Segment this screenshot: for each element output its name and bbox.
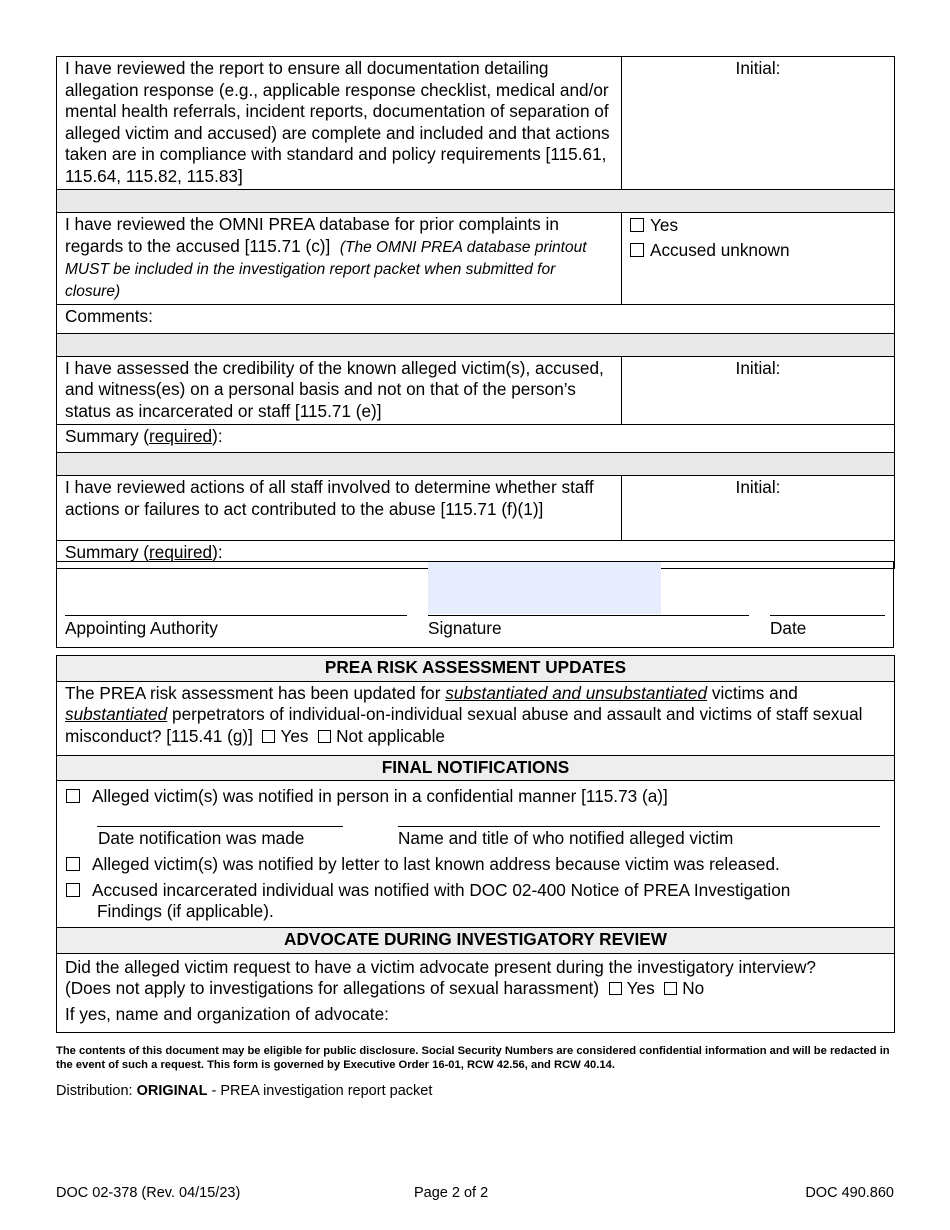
initial-field-staff-actions[interactable]: Initial: xyxy=(622,476,895,541)
in-person-notification-item[interactable]: Alleged victim(s) was notified in person in a confidential manner [115.73 (a)] xyxy=(66,786,668,807)
risk-yes-checkbox[interactable] xyxy=(262,730,275,743)
omni-database-statement: I have reviewed the OMNI PREA database for prior complaints in regards to the accused [115.71 (c)] (The OMNI PREA database printout MUST be included in the investigation report packet when submitted for closure) xyxy=(57,213,622,305)
letter-checkbox[interactable] xyxy=(66,857,80,871)
credibility-summary-field[interactable]: Summary (required): xyxy=(57,425,895,453)
distribution-line: Distribution: ORIGINAL - PREA investigation report packet xyxy=(56,1083,433,1099)
final-notifications-body xyxy=(57,781,895,928)
omni-options xyxy=(622,213,895,305)
in-person-checkbox[interactable] xyxy=(66,789,80,803)
section-spacer xyxy=(57,333,895,356)
notifier-name-label: Name and title of who notified alleged victim xyxy=(398,828,734,848)
staff-actions-summary-field[interactable]: Summary (required): xyxy=(57,541,895,569)
advocate-header: ADVOCATE DURING INVESTIGATORY REVIEW xyxy=(57,928,895,954)
accused-notified-checkbox[interactable] xyxy=(66,883,80,897)
omni-yes-option[interactable]: Yes xyxy=(630,213,886,238)
signature-block xyxy=(56,561,894,648)
letter-notification-item[interactable]: Alleged victim(s) was notified by letter to last known address because victim was released. xyxy=(66,854,780,875)
advocate-body xyxy=(57,953,895,1032)
final-notifications-header: FINAL NOTIFICATIONS xyxy=(57,755,895,781)
public-disclosure-notice: The contents of this document may be eligible for public disclosure. Social Security Numbers are considered confidential information and will be redacted in the event of such a request. This form is governed by Executive Order 16-01, RCW 42.56, and RCW 40.14. xyxy=(56,1045,890,1071)
appointing-authority-label: Appointing Authority xyxy=(65,618,218,638)
risk-assessment-header: PREA RISK ASSESSMENT UPDATES xyxy=(57,656,895,682)
date-label: Date xyxy=(770,618,807,638)
documentation-review-statement: I have reviewed the report to ensure all documentation detailing allegation response (e.g., applicable response checklist, medical and/or mental health referrals, incident reports, documentation of separation of alleged victim and accused) are complete and included and that actions taken are in compliance with standard and policy requirements [115.61, 115.64, 115.82, 115.83] xyxy=(57,57,622,190)
signature-label: Signature xyxy=(428,618,502,638)
omni-unknown-option[interactable]: Accused unknown xyxy=(630,238,886,263)
yes-checkbox[interactable] xyxy=(630,218,644,232)
credibility-statement: I have assessed the credibility of the known alleged victim(s), accused, and witness(es) on a personal basis and not on that of the person’s status as incarcerated or staff [115.71 (e)] xyxy=(57,356,622,425)
date-line xyxy=(770,615,885,616)
accused-notification-item-cont: Findings (if applicable). xyxy=(97,901,274,921)
doc-number: DOC 490.860 xyxy=(805,1185,894,1201)
notifications-table xyxy=(56,655,895,1033)
form-number: DOC 02-378 (Rev. 04/15/23) xyxy=(56,1185,241,1201)
page-number: Page 2 of 2 xyxy=(414,1185,489,1201)
notification-date-line[interactable] xyxy=(97,826,343,827)
advocate-yes-checkbox[interactable] xyxy=(609,982,622,995)
section-spacer xyxy=(57,190,895,213)
initial-field-documentation[interactable]: Initial: xyxy=(622,57,895,190)
advocate-name-field[interactable]: If yes, name and organization of advocate: xyxy=(65,1003,389,1024)
notification-date-label: Date notification was made xyxy=(98,828,305,848)
initial-field-credibility[interactable]: Initial: xyxy=(622,356,895,425)
risk-not-applicable-checkbox[interactable] xyxy=(318,730,331,743)
accused-unknown-checkbox[interactable] xyxy=(630,243,644,257)
notifier-name-line[interactable] xyxy=(398,826,880,827)
appointing-authority-line xyxy=(65,615,407,616)
advocate-question: Did the alleged victim request to have a victim advocate present during the investigatory interview? (Does not apply to investigations for allegations of sexual harassment) Yes No xyxy=(65,956,816,998)
signature-line xyxy=(428,615,749,616)
signature-input-field[interactable] xyxy=(428,562,661,614)
review-checklist-table xyxy=(56,56,895,569)
accused-notification-item[interactable]: Accused incarcerated individual was notified with DOC 02-400 Notice of PREA Investigation xyxy=(66,880,790,901)
advocate-no-checkbox[interactable] xyxy=(664,982,677,995)
risk-assessment-question: The PREA risk assessment has been updated for substantiated and unsubstantiated victims and substantiated perpetrators of individual-on-individual sexual abuse and assault and victims of staff sexual misconduct? [115.41 (g)] Yes Not applicable xyxy=(57,681,895,755)
section-spacer xyxy=(57,453,895,476)
staff-actions-statement: I have reviewed actions of all staff involved to determine whether staff actions or failures to act contributed to the abuse [115.71 (f)(1)] xyxy=(57,476,622,541)
comments-field[interactable]: Comments: xyxy=(57,304,895,333)
omni-printout-note: (The OMNI PREA database printout MUST be included in the investigation report packet when submitted for closure) xyxy=(65,238,587,300)
